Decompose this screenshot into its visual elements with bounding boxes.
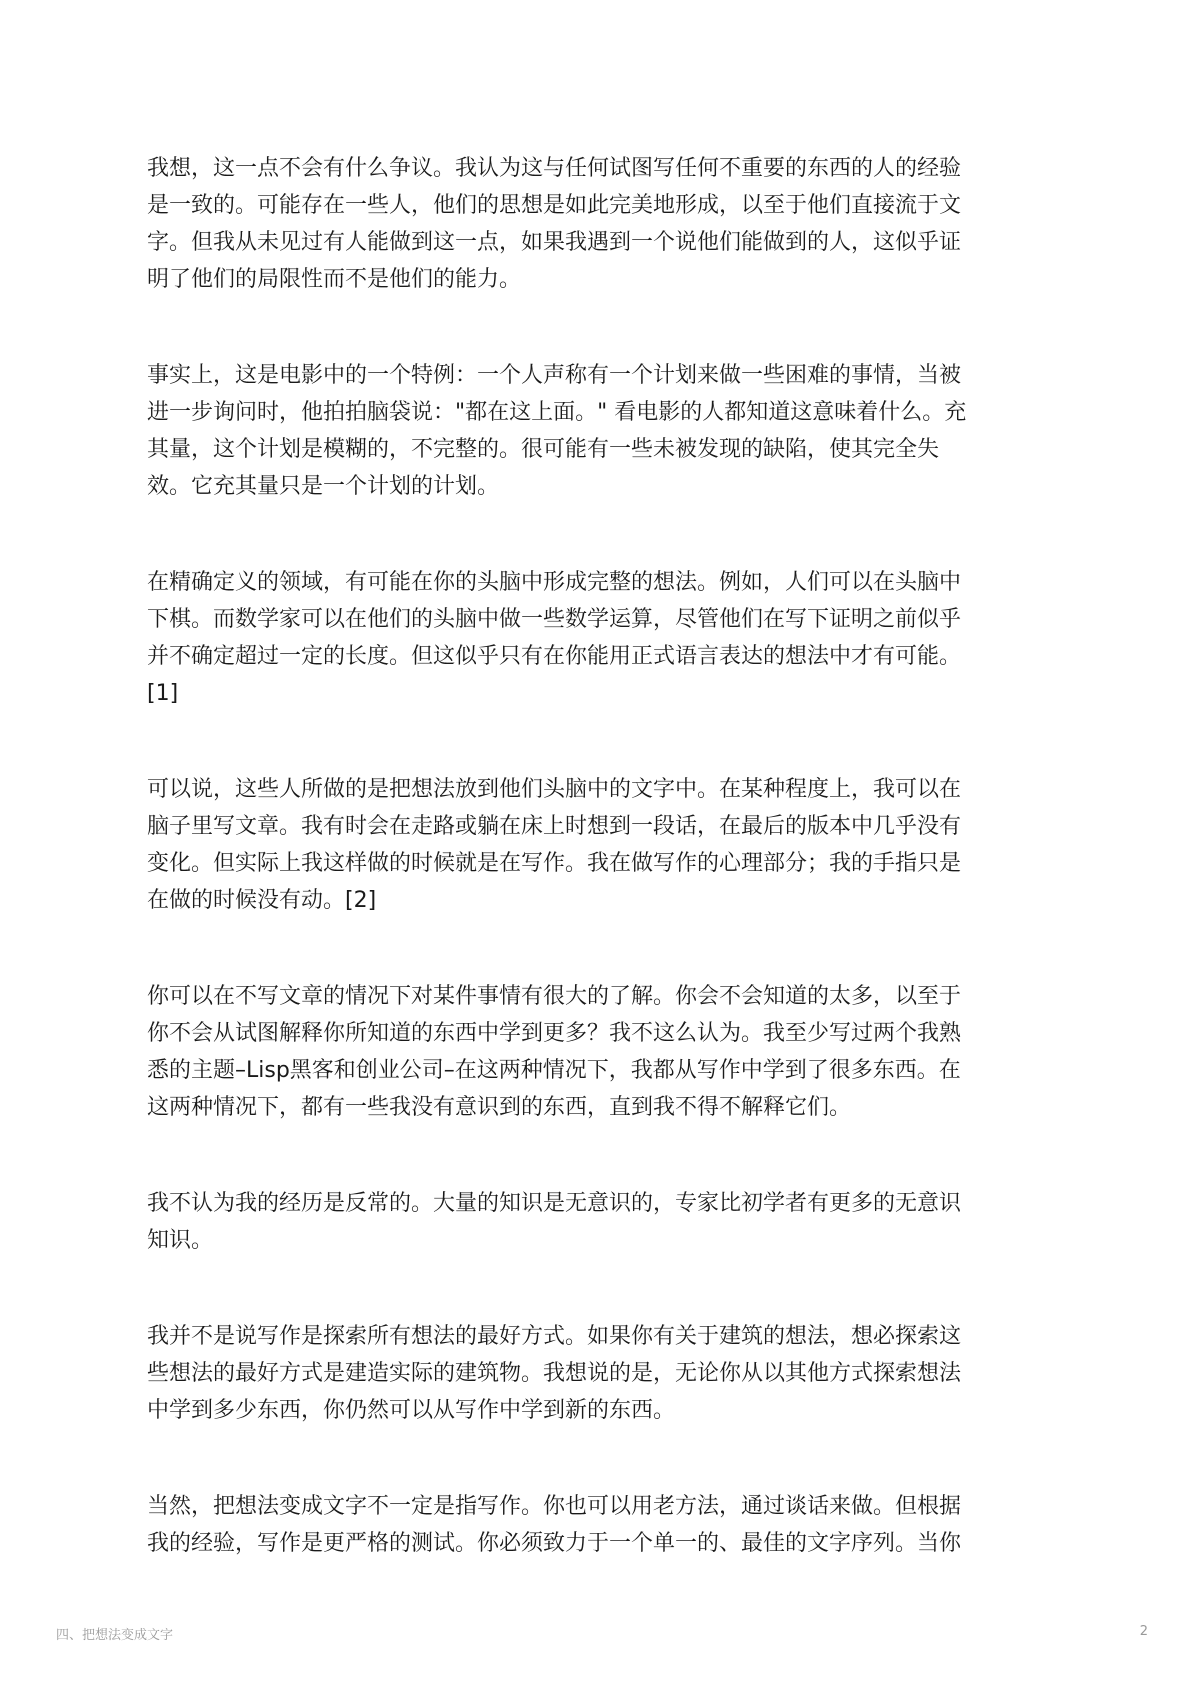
text-line: 是一致的。可能存在一些人，他们的思想是如此完美地形成，以至于他们直接流于文 — [147, 193, 962, 218]
page-number: 2 — [1139, 1624, 1148, 1639]
text-line: 些想法的最好方式是建造实际的建筑物。我想说的是，无论你从以其他方式探索想法 — [147, 1361, 962, 1386]
text-line: 我的经验，写作是更严格的测试。你必须致力于一个单一的、最佳的文字序列。当你 — [147, 1531, 962, 1556]
paragraph — [147, 771, 1057, 919]
text-line: 可以说，这些人所做的是把想法放到他们头脑中的文字中。在某种程度上，我可以在 — [147, 777, 962, 802]
text-line: 脑子里写文章。我有时会在走路或躺在床上时想到一段话，在最后的版本中几乎没有 — [147, 814, 962, 839]
text-line: 其量，这个计划是模糊的，不完整的。很可能有一些未被发现的缺陷，使其完全失 — [147, 437, 940, 462]
paragraph — [147, 357, 1057, 505]
paragraph — [147, 564, 1057, 712]
text-line: 字。但我从未见过有人能做到这一点，如果我遇到一个说他们能做到的人，这似乎证 — [147, 230, 962, 255]
text-line: [1] — [147, 681, 179, 706]
text-line: 当然，把想法变成文字不一定是指写作。你也可以用老方法，通过谈话来做。但根据 — [147, 1494, 962, 1519]
text-line: 我想，这一点不会有什么争议。我认为这与任何试图写任何不重要的东西的人的经验 — [147, 156, 962, 181]
text-line: 明了他们的局限性而不是他们的能力。 — [147, 267, 522, 292]
text-line: 中学到多少东西，你仍然可以从写作中学到新的东西。 — [147, 1398, 676, 1423]
text-line: 我并不是说写作是探索所有想法的最好方式。如果你有关于建筑的想法，想必探索这 — [147, 1324, 962, 1349]
document-body — [147, 150, 1057, 1621]
paragraph — [147, 978, 1057, 1126]
text-line: 下棋。而数学家可以在他们的头脑中做一些数学运算，尽管他们在写下证明之前似乎 — [147, 607, 962, 632]
footer-chapter-title: 四、把想法变成文字 — [56, 1628, 174, 1643]
text-line: 你不会从试图解释你所知道的东西中学到更多？我不这么认为。我至少写过两个我熟 — [147, 1021, 962, 1046]
paragraph — [147, 1488, 1057, 1562]
text-line: 并不确定超过一定的长度。但这似乎只有在你能用正式语言表达的想法中才有可能。 — [147, 644, 962, 669]
text-line: 效。它充其量只是一个计划的计划。 — [147, 474, 500, 499]
paragraph — [147, 1318, 1057, 1429]
text-line: 我不认为我的经历是反常的。大量的知识是无意识的，专家比初学者有更多的无意识 — [147, 1191, 962, 1216]
text-line: 你可以在不写文章的情况下对某件事情有很大的了解。你会不会知道的太多，以至于 — [147, 984, 962, 1009]
paragraph — [147, 1185, 1057, 1259]
text-line: 这两种情况下，都有一些我没有意识到的东西，直到我不得不解释它们。 — [147, 1095, 852, 1120]
text-line: 知识。 — [147, 1228, 214, 1253]
text-line: 进一步询问时，他拍拍脑袋说："都在这上面。" 看电影的人都知道这意味着什么。充 — [147, 400, 967, 425]
text-line: 悉的主题–Lisp黑客和创业公司–在这两种情况下，我都从写作中学到了很多东西。在 — [147, 1058, 961, 1083]
text-line: 在精确定义的领域，有可能在你的头脑中形成完整的想法。例如，人们可以在头脑中 — [147, 570, 962, 595]
paragraph — [147, 150, 1057, 298]
text-line: 事实上，这是电影中的一个特例：一个人声称有一个计划来做一些困难的事情，当被 — [147, 363, 962, 388]
text-line: 在做的时候没有动。[2] — [147, 888, 377, 913]
text-line: 变化。但实际上我这样做的时候就是在写作。我在做写作的心理部分；我的手指只是 — [147, 851, 962, 876]
